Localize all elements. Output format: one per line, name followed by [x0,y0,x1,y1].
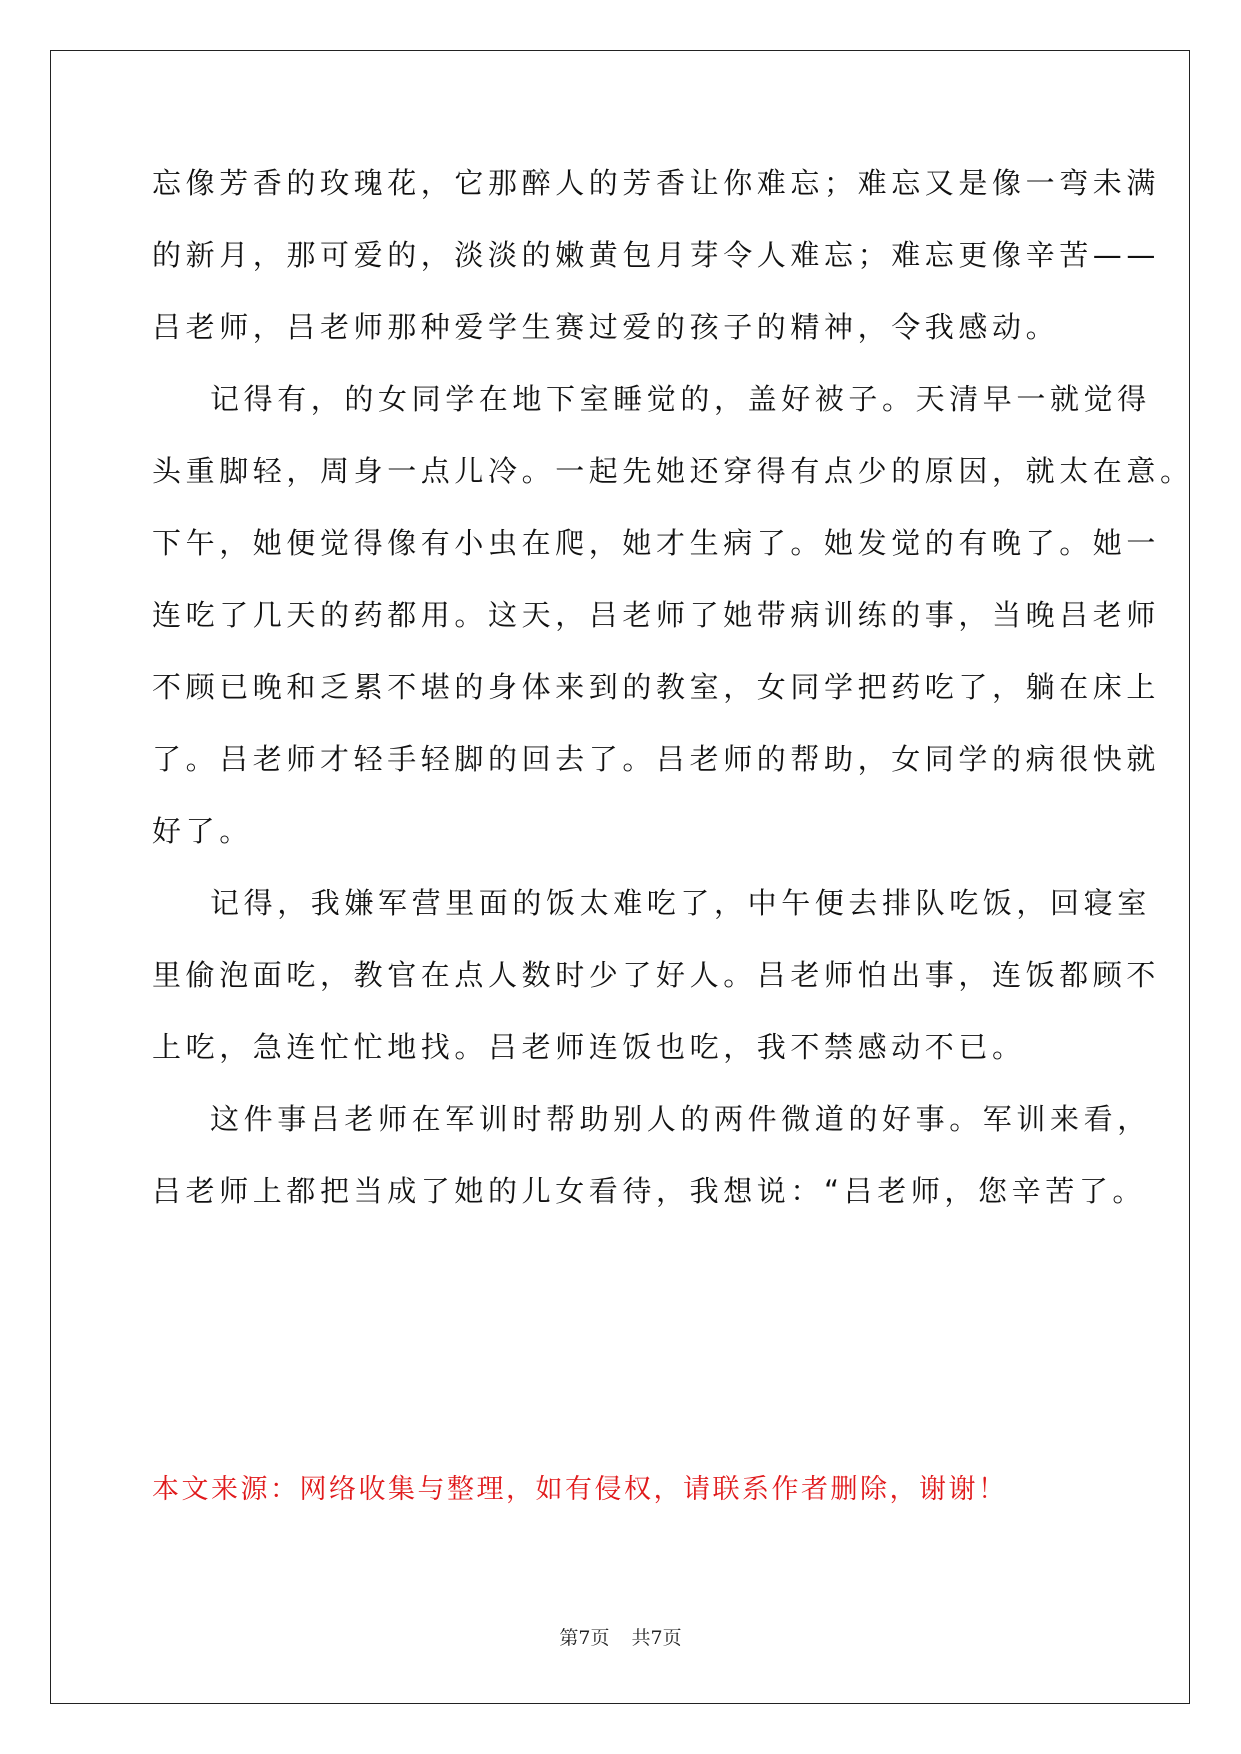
text-line: 头重脚轻，周身一点儿冷。一起先她还穿得有点少的原因，就太在意。 [152,454,1194,488]
text-line: 连吃了几天的药都用。这天，吕老师了她带病训练的事，当晚吕老师 [152,598,1161,632]
text-line: 的新月，那可爱的，淡淡的嫩黄包月芽令人难忘；难忘更像辛苦—— [152,238,1161,272]
page-border [50,50,1190,1704]
paragraph-first-line: 记得有，的女同学在地下室睡觉的，盖好被子。天清早一就觉得 [210,382,1151,416]
text-line: 上吃，急连忙忙地找。吕老师连饭也吃，我不禁感动不已。 [152,1030,1026,1064]
text-line: 下午，她便觉得像有小虫在爬，她才生病了。她发觉的有晚了。她一 [152,526,1161,560]
page-number-total: 共7页 [631,1627,682,1649]
text-line: 吕老师，吕老师那种爱学生赛过爱的孩子的精神，令我感动。 [152,310,1060,344]
text-line: 不顾已晚和乏累不堪的身体来到的教室，女同学把药吃了，躺在床上 [152,670,1161,704]
paragraph-first-line: 这件事吕老师在军训时帮助别人的两件微道的好事。军训来看， [210,1102,1151,1136]
source-note: 本文来源：网络收集与整理，如有侵权，请联系作者删除，谢谢！ [152,1474,1008,1505]
text-line: 好了。 [152,814,253,848]
text-line: 里偷泡面吃，教官在点人数时少了好人。吕老师怕出事，连饭都顾不 [152,958,1161,992]
paragraph-first-line: 记得，我嫌军营里面的饭太难吃了，中午便去排队吃饭，回寝室 [210,886,1151,920]
text-line: 了。吕老师才轻手轻脚的回去了。吕老师的帮助，女同学的病很快就 [152,742,1161,776]
text-line: 忘像芳香的玫瑰花，它那醉人的芳香让你难忘；难忘又是像一弯未满 [152,166,1161,200]
page-number-current: 第7页 [559,1627,610,1649]
text-line: 吕老师上都把当成了她的儿女看待，我想说：“吕老师，您辛苦了。 [152,1174,1147,1208]
page-footer [0,1623,1241,1650]
